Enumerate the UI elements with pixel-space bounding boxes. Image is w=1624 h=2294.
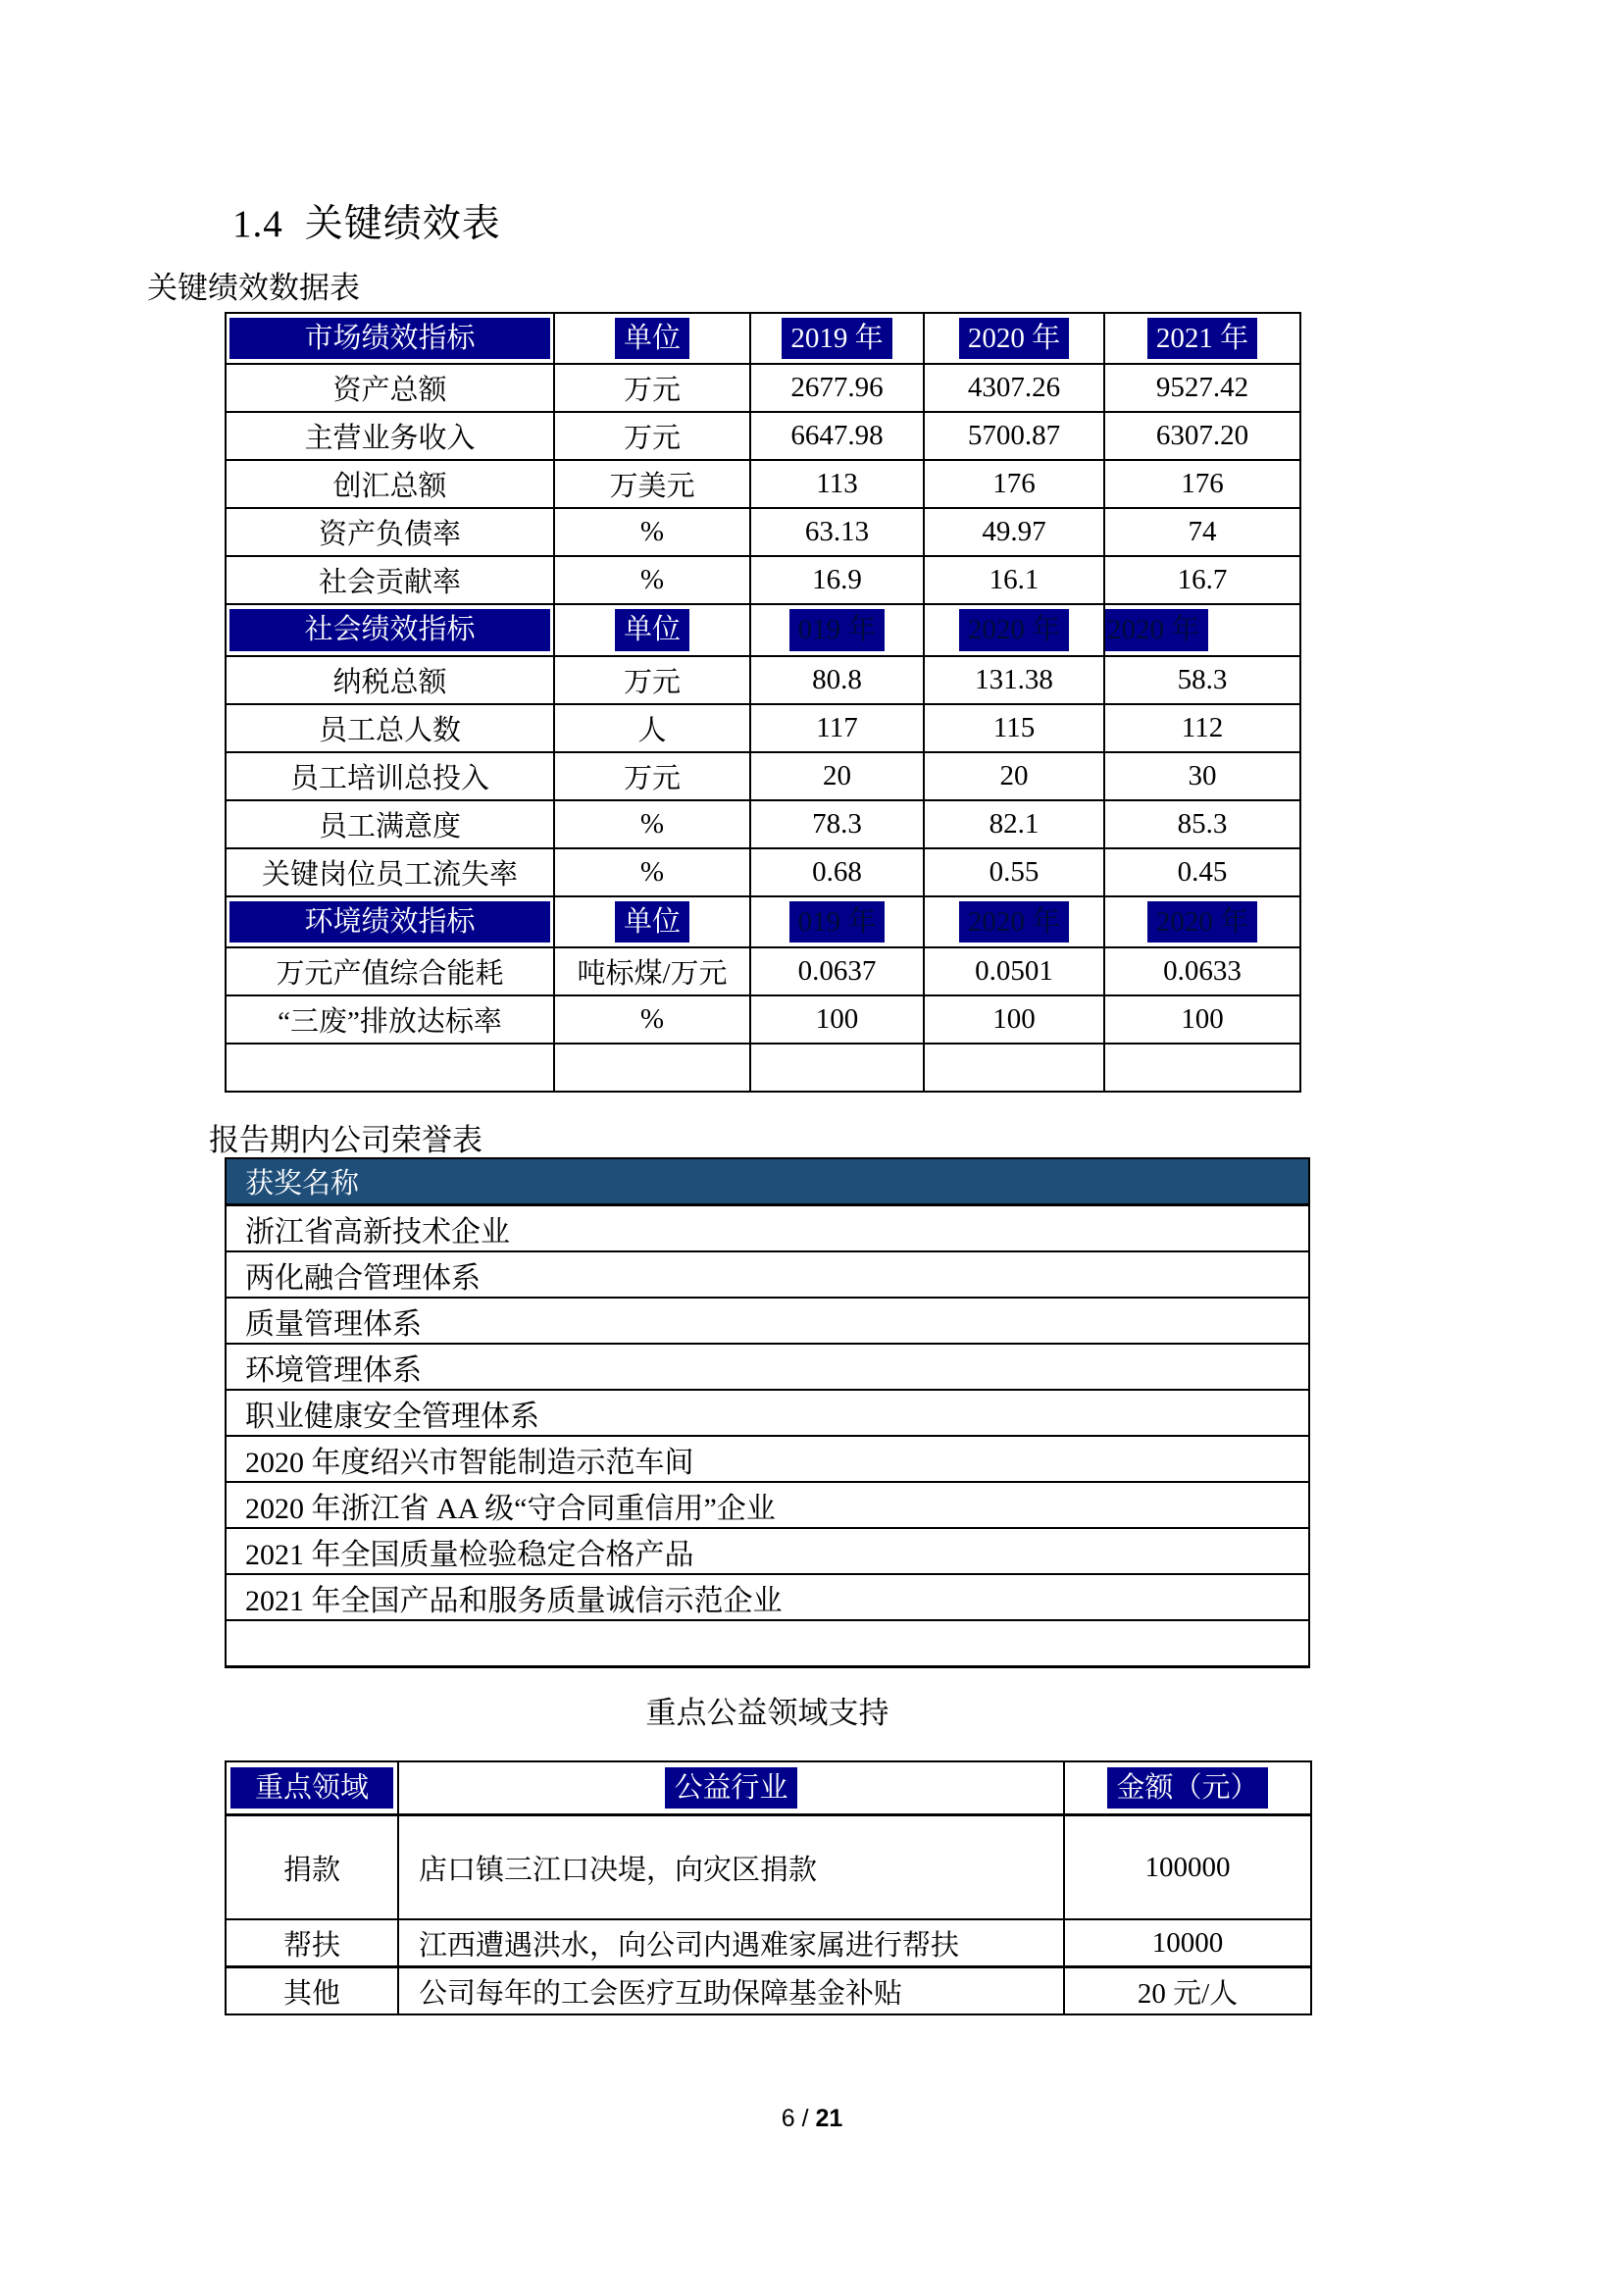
kpi-indicator-cell: 员工满意度 (226, 800, 554, 848)
kpi-value-cell: 176 (924, 460, 1104, 508)
kpi-value-cell: 20 (924, 752, 1104, 800)
kpi-year-header-label: 2020 年 (959, 609, 1069, 650)
kpi-unit-header-label: 单位 (615, 609, 689, 650)
kpi-value-cell: 6647.98 (750, 412, 924, 460)
welfare-header-industry-label: 公益行业 (665, 1767, 796, 1809)
welfare-header-amount-label: 金额（元） (1107, 1767, 1267, 1809)
kpi-row (226, 412, 1300, 460)
honors-row (226, 1528, 1309, 1574)
welfare-row (226, 1919, 1311, 1967)
kpi-year-header-cell (1104, 896, 1300, 947)
kpi-indicator-cell: 资产负债率 (226, 508, 554, 556)
kpi-value-cell: 131.38 (924, 656, 1104, 704)
kpi-section-indicator-cell (226, 604, 554, 655)
kpi-unit-cell: % (554, 800, 750, 848)
kpi-year-header-label: 2019 年 (782, 318, 891, 359)
kpi-unit-cell: 万元 (554, 656, 750, 704)
section-number: 1.4 (232, 203, 283, 245)
welfare-row (226, 1967, 1311, 2015)
kpi-value-cell: 16.9 (750, 556, 924, 604)
kpi-unit-cell: 万元 (554, 412, 750, 460)
kpi-value-cell: 20 (750, 752, 924, 800)
welfare-table-caption: 重点公益领域支持 (645, 1696, 889, 1730)
kpi-value-cell: 30 (1104, 752, 1300, 800)
honors-table-caption: 报告期内公司荣誉表 (209, 1123, 482, 1157)
kpi-value-cell: 6307.20 (1104, 412, 1300, 460)
kpi-unit-header-cell (554, 896, 750, 947)
kpi-year-header-label: 019 年 (789, 901, 886, 943)
welfare-row (226, 1815, 1311, 1920)
honors-row (226, 1620, 1309, 1667)
honors-row (226, 1251, 1309, 1298)
kpi-section-title: 社会绩效指标 (229, 609, 550, 650)
welfare-amount-cell: 20 元/人 (1064, 1967, 1311, 2015)
kpi-unit-cell: % (554, 556, 750, 604)
kpi-value-cell: 16.7 (1104, 556, 1300, 604)
kpi-indicator-cell: 员工培训总投入 (226, 752, 554, 800)
kpi-value-cell: 49.97 (924, 508, 1104, 556)
kpi-unit-cell (554, 1044, 750, 1092)
kpi-value-cell: 4307.26 (924, 364, 1104, 412)
kpi-unit-cell: 吨标煤/万元 (554, 947, 750, 995)
honors-row (226, 1482, 1309, 1528)
kpi-table (225, 312, 1301, 1093)
kpi-value-cell: 74 (1104, 508, 1300, 556)
honors-row (226, 1390, 1309, 1436)
kpi-indicator-cell: 纳税总额 (226, 656, 554, 704)
kpi-value-cell: 82.1 (924, 800, 1104, 848)
kpi-unit-cell: % (554, 848, 750, 896)
kpi-value-cell: 0.68 (750, 848, 924, 896)
kpi-value-cell: 112 (1104, 704, 1300, 752)
kpi-value-cell: 0.0501 (924, 947, 1104, 995)
kpi-row (226, 848, 1300, 896)
kpi-unit-header-cell (554, 313, 750, 364)
page-number: 6 (781, 2105, 795, 2132)
honors-award-cell: 环境管理体系 (226, 1344, 1309, 1390)
honors-header-cell: 获奖名称 (226, 1158, 1309, 1205)
kpi-unit-cell: % (554, 995, 750, 1044)
kpi-unit-cell: 人 (554, 704, 750, 752)
welfare-header-cell-industry (398, 1761, 1064, 1815)
kpi-indicator-cell: 主营业务收入 (226, 412, 554, 460)
kpi-value-cell (924, 1044, 1104, 1092)
honors-row (226, 1574, 1309, 1620)
kpi-value-cell (1104, 1044, 1300, 1092)
kpi-year-header-cell (924, 313, 1104, 364)
section-heading (232, 202, 501, 248)
kpi-row (226, 752, 1300, 800)
kpi-year-header-label: 2020 年 (1105, 609, 1208, 650)
kpi-year-header-label: 2021 年 (1147, 318, 1257, 359)
kpi-value-cell: 0.45 (1104, 848, 1300, 896)
honors-award-cell: 职业健康安全管理体系 (226, 1390, 1309, 1436)
kpi-year-header-cell (924, 896, 1104, 947)
honors-award-cell: 2020 年度绍兴市智能制造示范车间 (226, 1436, 1309, 1482)
kpi-unit-cell: 万元 (554, 364, 750, 412)
kpi-year-header-label: 2020 年 (1147, 901, 1257, 943)
kpi-section-title: 市场绩效指标 (229, 318, 550, 359)
kpi-value-cell: 100 (750, 995, 924, 1044)
honors-award-cell: 浙江省高新技术企业 (226, 1205, 1309, 1252)
honors-award-cell: 2021 年全国产品和服务质量诚信示范企业 (226, 1574, 1309, 1620)
welfare-table (225, 1760, 1312, 2015)
honors-award-cell: 2020 年浙江省 AA 级“守合同重信用”企业 (226, 1482, 1309, 1528)
kpi-section-indicator-cell (226, 896, 554, 947)
kpi-row (226, 704, 1300, 752)
kpi-value-cell: 0.0637 (750, 947, 924, 995)
kpi-value-cell: 2677.96 (750, 364, 924, 412)
kpi-section-header-row (226, 313, 1300, 364)
kpi-value-cell: 9527.42 (1104, 364, 1300, 412)
kpi-value-cell: 80.8 (750, 656, 924, 704)
kpi-row (226, 508, 1300, 556)
kpi-value-cell: 100 (1104, 995, 1300, 1044)
kpi-year-header-cell (1104, 313, 1300, 364)
kpi-indicator-cell: 关键岗位员工流失率 (226, 848, 554, 896)
kpi-indicator-cell: 社会贡献率 (226, 556, 554, 604)
kpi-row (226, 460, 1300, 508)
welfare-header-row (226, 1761, 1311, 1815)
kpi-row (226, 656, 1300, 704)
kpi-row (226, 947, 1300, 995)
kpi-unit-header-cell (554, 604, 750, 655)
honors-award-cell: 2021 年全国质量检验稳定合格产品 (226, 1528, 1309, 1574)
kpi-value-cell: 16.1 (924, 556, 1104, 604)
kpi-year-header-cell (750, 896, 924, 947)
kpi-table-caption: 关键绩效数据表 (147, 271, 360, 305)
kpi-row (226, 1044, 1300, 1092)
kpi-table-body (226, 313, 1300, 1092)
honors-table-body (226, 1205, 1309, 1667)
kpi-value-cell: 0.55 (924, 848, 1104, 896)
welfare-amount-cell: 100000 (1064, 1815, 1311, 1920)
kpi-row (226, 800, 1300, 848)
honors-row (226, 1436, 1309, 1482)
welfare-amount-cell: 10000 (1064, 1919, 1311, 1967)
kpi-value-cell: 100 (924, 995, 1104, 1044)
honors-row (226, 1344, 1309, 1390)
honors-row (226, 1298, 1309, 1344)
page-number-separator: / (801, 2105, 809, 2132)
page-total: 21 (815, 2105, 843, 2132)
kpi-value-cell: 63.13 (750, 508, 924, 556)
honors-empty-cell (226, 1620, 1309, 1667)
welfare-industry-cell: 江西遭遇洪水，向公司内遇难家属进行帮扶 (398, 1919, 1064, 1967)
page-footer (0, 2105, 1624, 2133)
kpi-year-header-cell (1104, 604, 1300, 655)
kpi-unit-cell: 万元 (554, 752, 750, 800)
kpi-value-cell: 58.3 (1104, 656, 1300, 704)
honors-header-row (226, 1158, 1309, 1205)
kpi-row (226, 364, 1300, 412)
kpi-unit-header-label: 单位 (615, 901, 689, 943)
kpi-indicator-cell: 员工总人数 (226, 704, 554, 752)
section-title: 关键绩效表 (304, 203, 501, 245)
kpi-year-header-label: 019 年 (789, 609, 886, 650)
kpi-value-cell: 85.3 (1104, 800, 1300, 848)
kpi-unit-header-label: 单位 (615, 318, 689, 359)
welfare-area-cell: 帮扶 (226, 1919, 398, 1967)
kpi-year-header-label: 2020 年 (959, 318, 1069, 359)
honors-table (225, 1157, 1310, 1668)
welfare-table-body (226, 1761, 1311, 2014)
welfare-header-cell-amount (1064, 1761, 1311, 1815)
welfare-header-area-label: 重点领域 (230, 1767, 393, 1809)
kpi-value-cell: 117 (750, 704, 924, 752)
kpi-year-header-cell (924, 604, 1104, 655)
kpi-section-title: 环境绩效指标 (229, 901, 550, 943)
kpi-value-cell: 78.3 (750, 800, 924, 848)
kpi-value-cell: 5700.87 (924, 412, 1104, 460)
kpi-year-header-cell (750, 313, 924, 364)
kpi-section-header-row (226, 896, 1300, 947)
kpi-section-indicator-cell (226, 313, 554, 364)
honors-award-cell: 质量管理体系 (226, 1298, 1309, 1344)
kpi-value-cell: 113 (750, 460, 924, 508)
welfare-industry-cell: 公司每年的工会医疗互助保障基金补贴 (398, 1967, 1064, 2015)
welfare-industry-cell: 店口镇三江口决堤，向灾区捐款 (398, 1815, 1064, 1920)
kpi-indicator-cell: 万元产值综合能耗 (226, 947, 554, 995)
kpi-row (226, 556, 1300, 604)
kpi-unit-cell: 万美元 (554, 460, 750, 508)
kpi-indicator-cell: “三废”排放达标率 (226, 995, 554, 1044)
kpi-section-header-row (226, 604, 1300, 655)
kpi-year-header-cell (750, 604, 924, 655)
welfare-area-cell: 其他 (226, 1967, 398, 2015)
kpi-indicator-cell (226, 1044, 554, 1092)
kpi-year-header-label: 2020 年 (959, 901, 1069, 943)
kpi-indicator-cell: 资产总额 (226, 364, 554, 412)
welfare-area-cell: 捐款 (226, 1815, 398, 1920)
kpi-indicator-cell: 创汇总额 (226, 460, 554, 508)
kpi-unit-cell: % (554, 508, 750, 556)
kpi-value-cell: 115 (924, 704, 1104, 752)
kpi-value-cell (750, 1044, 924, 1092)
kpi-row (226, 995, 1300, 1044)
welfare-header-cell-area (226, 1761, 398, 1815)
honors-row (226, 1205, 1309, 1252)
kpi-value-cell: 176 (1104, 460, 1300, 508)
kpi-value-cell: 0.0633 (1104, 947, 1300, 995)
honors-award-cell: 两化融合管理体系 (226, 1251, 1309, 1298)
